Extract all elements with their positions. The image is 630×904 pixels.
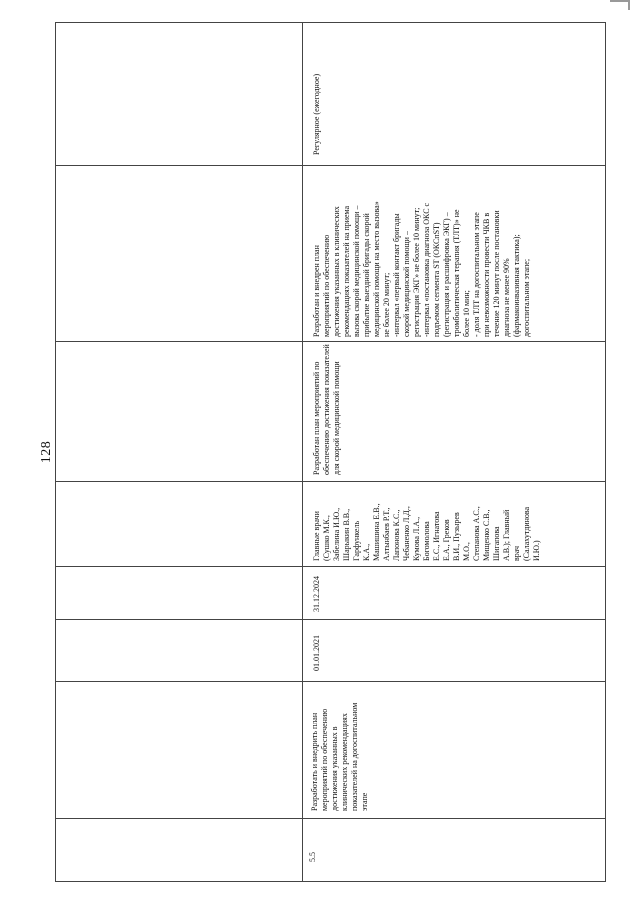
responsible-line: Забелина И.Ю., — [332, 507, 341, 561]
indicator-line: (регистрация и расшифровка ЭКГ) – — [442, 212, 451, 337]
end-date: 31.12.2024 — [312, 576, 321, 612]
responsible-line: К.А., — [362, 543, 371, 561]
responsible-line: Мищенко С.В., — [482, 509, 491, 561]
responsible-line: В.И., Пузырев — [452, 512, 461, 561]
indicator-line: догоспитальном этапе; — [522, 258, 531, 337]
responsible-line: Е.А., Греков — [442, 519, 451, 561]
indicator-line: не более 20 минут; — [382, 272, 391, 337]
indicator-line: регистрация ЭКГ» не более 10 минут; — [412, 207, 421, 337]
responsible-list — [312, 485, 542, 561]
indicator-line: -интервал «первый контакт бригады — [392, 213, 401, 337]
responsible-line: (Сушко М.К., — [322, 515, 331, 561]
indicator-line: достижения указанных в клинических — [332, 206, 341, 337]
row-number: 5.5 — [308, 852, 317, 862]
responsible-line: Шарыкин В.В., — [342, 508, 351, 561]
indicator-line: Разработан и внедрен план — [312, 245, 321, 337]
responsible-line: Е.С., Игнатова — [432, 511, 441, 561]
cell-frequency — [302, 23, 607, 165]
cell-result — [302, 341, 607, 481]
responsible-line: (Салахутдинова — [522, 506, 531, 561]
indicator-line: -интервал «постановка диагноза ОКС с — [422, 202, 431, 337]
indicator-line: диагноза не менее 90% — [502, 258, 511, 337]
scan-corner-mark — [610, 0, 630, 10]
page-number: 128 — [39, 440, 54, 464]
indicator-line: медицинской помощи на место вызова» — [372, 201, 381, 337]
responsible-line: Главные врачи — [312, 511, 321, 561]
cell-end-date — [302, 566, 607, 619]
responsible-line: Богомолова — [422, 521, 431, 561]
task-text: Разработать и внедрить план мероприятий по обеспечению достижения указанных в клинических рекомендациях показателей на догоспитальном этапе — [310, 702, 369, 811]
indicator-line: при невозможности провести ЧКВ в — [482, 212, 491, 337]
responsible-line: Машишина Е.В., — [372, 503, 381, 561]
indicator-line: мероприятий по обеспечению — [322, 234, 331, 337]
indicator-line: прибытие выездной бригады скорой — [362, 213, 371, 337]
cell-start-date — [302, 619, 607, 681]
responsible-line: врач — [512, 545, 521, 561]
responsible-line: Кумова Л.А., — [412, 516, 421, 561]
plan-table — [55, 22, 606, 882]
indicator-line: вызова скорой медицинской помощи – — [352, 205, 361, 337]
cell-number — [302, 818, 332, 883]
responsible-line: А.В.); Главный — [502, 509, 511, 561]
start-date: 01.01.2021 — [312, 635, 321, 671]
indicator-line: скорой медицинской помощи – — [402, 231, 411, 337]
responsible-line: Алтынбаев Р.Т., — [382, 507, 391, 561]
indicator-line: - доля ТЛТ на догоспитальном этапе — [472, 212, 481, 337]
indicator-line: более 10 мин; — [462, 290, 471, 337]
responsible-line: Шигапова — [492, 526, 501, 561]
indicators-list — [312, 167, 532, 337]
indicator-line: рекомендациях показателей на приема — [342, 205, 351, 337]
indicator-line: течение 120 минут после постановки — [492, 210, 501, 337]
indicator-line: (фармакоинвазивная тактика); — [512, 234, 521, 337]
responsible-line: Лапонова К.С., — [392, 509, 401, 561]
responsible-line: Гарфункель — [352, 520, 361, 561]
cell-responsible — [302, 481, 607, 566]
responsible-line: И.Ю.) — [532, 540, 541, 561]
frequency-text: Регулярное (ежегодное) — [312, 73, 321, 155]
indicator-line: подъемом сегмента ST (ОКСпST) — [432, 222, 441, 337]
cell-task — [302, 681, 607, 818]
responsible-line: Степанова А.С., — [472, 506, 481, 561]
responsible-line: М.О., — [462, 542, 471, 561]
indicator-line: тромболитическая терапия (ТЛТ)» не — [452, 209, 461, 337]
responsible-line: Чебаненко Л.Д., — [402, 506, 411, 561]
cell-indicators — [302, 165, 607, 341]
result-text: Разработан план мероприятий по обеспечению достижения показателей для скорой медицинской помощи — [312, 344, 341, 475]
